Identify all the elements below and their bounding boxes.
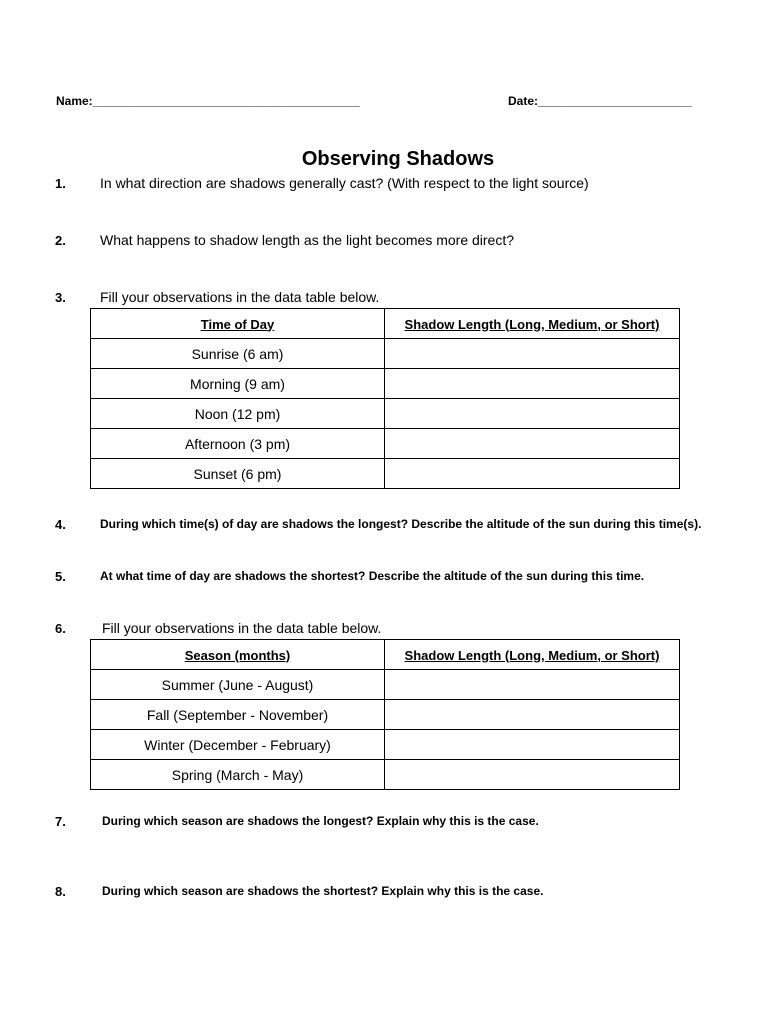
table-cell-answer[interactable]	[385, 730, 680, 760]
table-header-label: Season (months)	[184, 647, 291, 663]
table-cell-label: Fall (September - November)	[91, 700, 385, 730]
table-cell-answer[interactable]	[385, 760, 680, 790]
table-cell-answer[interactable]	[385, 399, 680, 429]
table-cell-answer[interactable]	[385, 339, 680, 369]
table-cell-answer[interactable]	[385, 700, 680, 730]
question-number: 1.	[55, 176, 66, 191]
question-number: 4.	[55, 517, 66, 532]
table-cell-label: Sunset (6 pm)	[91, 459, 385, 489]
table-cell-answer[interactable]	[385, 459, 680, 489]
question-text: Fill your observations in the data table below.	[102, 620, 382, 636]
table-row	[91, 459, 680, 489]
question-text: What happens to shadow length as the light becomes more direct?	[100, 232, 515, 248]
table-header-cell	[385, 309, 680, 339]
question-text: During which season are shadows the longest? Explain why this is the case.	[102, 814, 539, 828]
question-number: 2.	[55, 233, 66, 248]
table-cell-answer[interactable]	[385, 369, 680, 399]
question-text: During which season are shadows the shortest? Explain why this is the case.	[102, 884, 544, 898]
question-number: 5.	[55, 569, 66, 584]
table-cell-label: Morning (9 am)	[91, 369, 385, 399]
table-cell-answer[interactable]	[385, 429, 680, 459]
season-table	[90, 639, 680, 790]
table-header-label: Shadow Length (Long, Medium, or Short)	[404, 647, 660, 663]
table-row	[91, 670, 680, 700]
table-cell-label: Sunrise (6 am)	[91, 339, 385, 369]
question-number: 8.	[55, 884, 66, 899]
date-field: Date:_______________________	[508, 94, 692, 108]
question-text: During which time(s) of day are shadows the longest? Describe the altitude of the sun during this time(s).	[100, 517, 702, 531]
question-text: Fill your observations in the data table below.	[100, 289, 380, 305]
table-cell-label: Afternoon (3 pm)	[91, 429, 385, 459]
table-header-cell	[385, 640, 680, 670]
table-row	[91, 429, 680, 459]
table-row	[91, 369, 680, 399]
question-text: At what time of day are shadows the shortest? Describe the altitude of the sun during this time.	[100, 569, 645, 583]
question-text: In what direction are shadows generally cast? (With respect to the light source)	[100, 175, 589, 191]
table-header-cell	[91, 309, 385, 339]
time-of-day-table	[90, 308, 680, 489]
table-row	[91, 730, 680, 760]
table-header-label: Time of Day	[200, 316, 275, 332]
table-row	[91, 339, 680, 369]
question-number: 7.	[55, 814, 66, 829]
table-cell-label: Noon (12 pm)	[91, 399, 385, 429]
table-header-row	[91, 640, 680, 670]
table-cell-label: Spring (March - May)	[91, 760, 385, 790]
table-cell-label: Winter (December - February)	[91, 730, 385, 760]
table-row	[91, 399, 680, 429]
question-number: 6.	[55, 621, 66, 636]
page-title: Observing Shadows	[301, 148, 495, 170]
table-cell-label: Summer (June - August)	[91, 670, 385, 700]
name-field: Name:________________________________________	[56, 94, 360, 108]
table-row	[91, 760, 680, 790]
table-header-label: Shadow Length (Long, Medium, or Short)	[404, 316, 660, 332]
table-header-cell	[91, 640, 385, 670]
table-row	[91, 700, 680, 730]
table-cell-answer[interactable]	[385, 670, 680, 700]
question-number: 3.	[55, 290, 66, 305]
table-header-row	[91, 309, 680, 339]
